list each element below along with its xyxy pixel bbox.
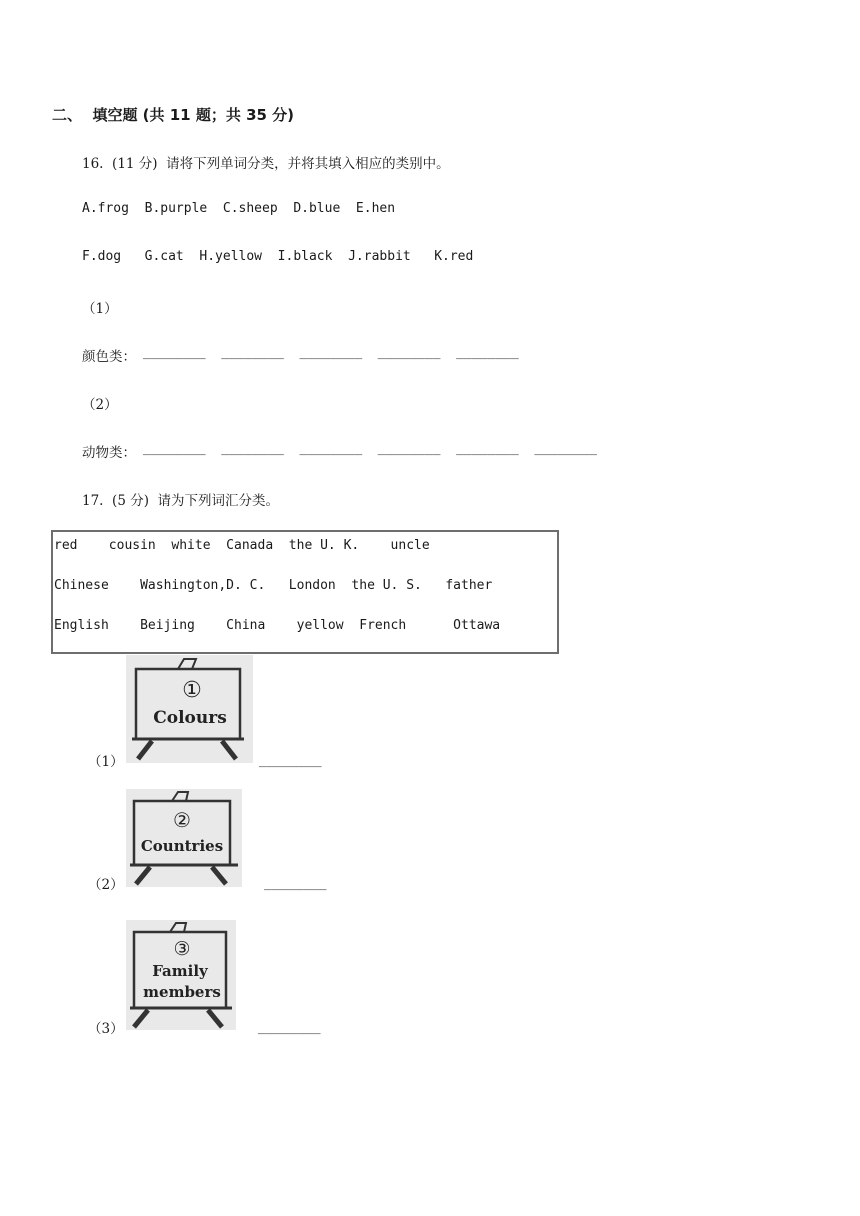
board-2-label: Countries bbox=[140, 837, 224, 855]
q17-item-1-blank[interactable]: ________ bbox=[259, 753, 322, 768]
q17-item-3-number: （3） bbox=[88, 1021, 124, 1037]
question-17-stem: 17. (5 分) 请为下列词汇分类。 bbox=[82, 493, 280, 509]
question-16-stem: 16. (11 分) 请将下列单词分类，并将其填入相应的类别中。 bbox=[82, 156, 450, 172]
q17-item-2-number: （2） bbox=[88, 877, 124, 893]
q16-options-row-2: F.dog G.cat H.yellow I.black J.rabbit K.red bbox=[82, 249, 474, 264]
colors-answer-blanks[interactable]: ________ ________ ________ ________ ________ bbox=[143, 345, 519, 360]
countries-board-image bbox=[126, 789, 242, 887]
board-1-number: ① bbox=[182, 678, 202, 703]
word-bank-row-1: red cousin white Canada the U. K. uncle bbox=[54, 538, 430, 553]
q17-item-2-blank[interactable]: ________ bbox=[264, 876, 327, 891]
family-members-board-image bbox=[126, 920, 236, 1030]
board-3-number: ③ bbox=[173, 938, 191, 960]
q17-item-1-number: （1） bbox=[88, 754, 124, 770]
section-heading: 二、 填空题 (共 11 题；共 35 分) bbox=[52, 106, 295, 124]
colours-board-image bbox=[126, 655, 253, 763]
board-2-number: ② bbox=[173, 808, 191, 832]
word-bank-box bbox=[51, 530, 559, 654]
board-1-label: Colours bbox=[153, 708, 227, 728]
animals-label: 动物类： bbox=[82, 445, 136, 461]
q16-options-row-1: A.frog B.purple C.sheep D.blue E.hen bbox=[82, 201, 396, 216]
board-3-label-line-1: Family bbox=[152, 962, 208, 980]
colors-label: 颜色类： bbox=[82, 349, 136, 365]
word-bank-row-3: English Beijing China yellow French Ottawa bbox=[54, 618, 501, 633]
q17-item-3-blank[interactable]: ________ bbox=[258, 1020, 321, 1035]
word-bank-row-2: Chinese Washington,D. C. London the U. S. father bbox=[54, 578, 493, 593]
q16-subquestion-2: （2） bbox=[82, 397, 118, 413]
animals-answer-blanks[interactable]: ________ ________ ________ ________ ________ ________ bbox=[143, 441, 597, 456]
q16-subquestion-1: （1） bbox=[82, 301, 118, 317]
board-3-label-line-2: members bbox=[143, 983, 221, 1001]
